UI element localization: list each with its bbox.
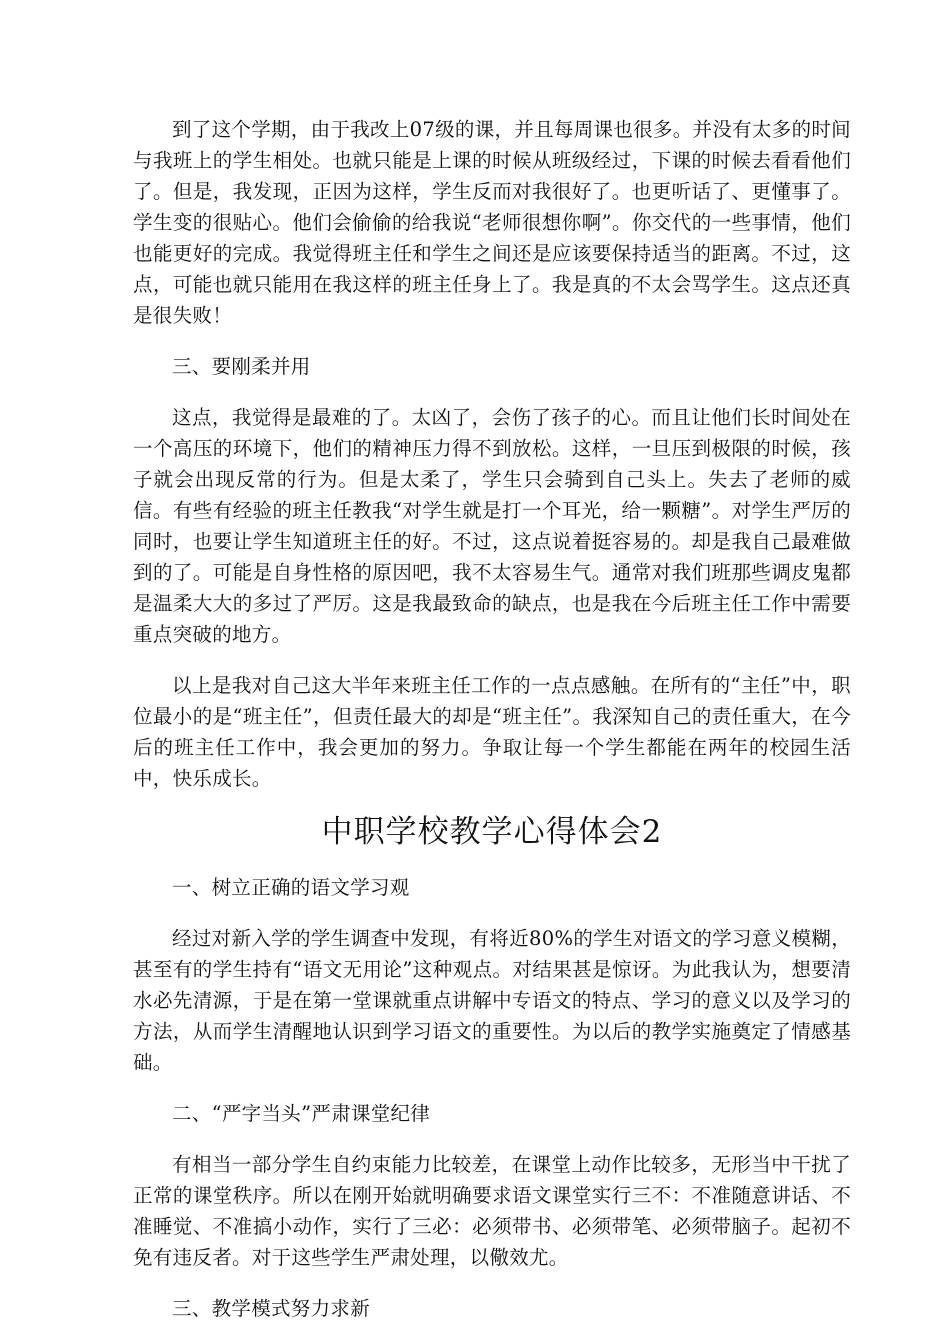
- document-body: [133, 114, 851, 1324]
- paragraph-conclusion: 以上是我对自己这大半年来班主任工作的一点点感触。在所有的“主任”中，职位最小的是“班主任”，但责任最大的却是“班主任”。我深知自己的责任重大，在今后的班主任工作中，我会更加的努力。争取让每一个学生都能在两年的校园生活中，快乐成长。: [133, 674, 851, 790]
- spacer: [133, 852, 851, 872]
- spacer: [133, 1078, 851, 1098]
- section-title: 中职学校教学心得体会2: [321, 814, 663, 850]
- heading-firm-and-gentle: 三、要刚柔并用: [172, 355, 311, 378]
- paragraph-discipline: 有相当一部分学生自约束能力比较差，在课堂上动作比较多，无形当中干扰了正常的课堂秩序。所以在刚开始就明确要求语文课堂实行三不：不准随意讲话、不准睡觉、不准搞小动作，实行了三必：必须带书、必须带笔、必须带脑子。起初不免有违反者。对于这些学生严肃处理，以儆效尤。: [133, 1153, 851, 1269]
- spacer: [133, 650, 851, 670]
- heading-correct-view: 一、树立正确的语文学习观: [172, 876, 410, 899]
- heading-teaching-mode: 三、教学模式努力求新: [172, 1297, 371, 1320]
- paragraph-correct-view: 经过对新入学的学生调查中发现，有将近80%的学生对语文的学习意义模糊，甚至有的学生持有“语文无用论”这种观点。对结果甚是惊讶。为此我认为，想要清水必先清源，于是在第一堂课就重点讲解中专语文的特点、学习的意义以及学习的方法，从而学生清醒地认识到学习语文的重要性。为以后的教学实施奠定了情感基础。: [133, 927, 851, 1074]
- paragraph-semester: 到了这个学期，由于我改上07级的课，并且每周课也很多。并没有太多的时间与我班上的学生相处。也就只能是上课的时候从班级经过，下课的时候去看看他们了。但是，我发现，正因为这样，学生反而对我很好了。也更听话了、更懂事了。学生变的很贴心。他们会偷偷的给我说“老师很想你啊”。你交代的一些事情，他们也能更好的完成。我觉得班主任和学生之间还是应该要保持适当的距离。不过，这点，可能也就只能用在我这样的班主任身上了。我是真的不太会骂学生。这点还真是很失败！: [133, 118, 851, 327]
- spacer: [133, 1273, 851, 1293]
- spacer: [133, 331, 851, 351]
- paragraph-firm-and-gentle: 这点，我觉得是最难的了。太凶了，会伤了孩子的心。而且让他们长时间处在一个高压的环境下，他们的精神压力得不到放松。这样，一旦压到极限的时候，孩子就会出现反常的行为。但是太柔了，学生只会骑到自己头上。失去了老师的威信。有些有经验的班主任教我“对学生就是打一个耳光，给一颗糖”。对学生严厉的同时，也要让学生知道班主任的好。不过，这点说着挺容易的。却是我自己最难做到的了。可能是自身性格的原因吧，我不太容易生气。通常对我们班那些调皮鬼都是温柔大大的多过了严厉。这是我最致命的缺点，也是我在今后班主任工作中需要重点突破的地方。: [133, 406, 851, 646]
- heading-discipline: 二、“严字当头”严肃课堂纪律: [172, 1102, 431, 1125]
- spacer: [133, 382, 851, 402]
- spacer: [133, 903, 851, 923]
- spacer: [133, 1129, 851, 1149]
- spacer: [133, 794, 851, 812]
